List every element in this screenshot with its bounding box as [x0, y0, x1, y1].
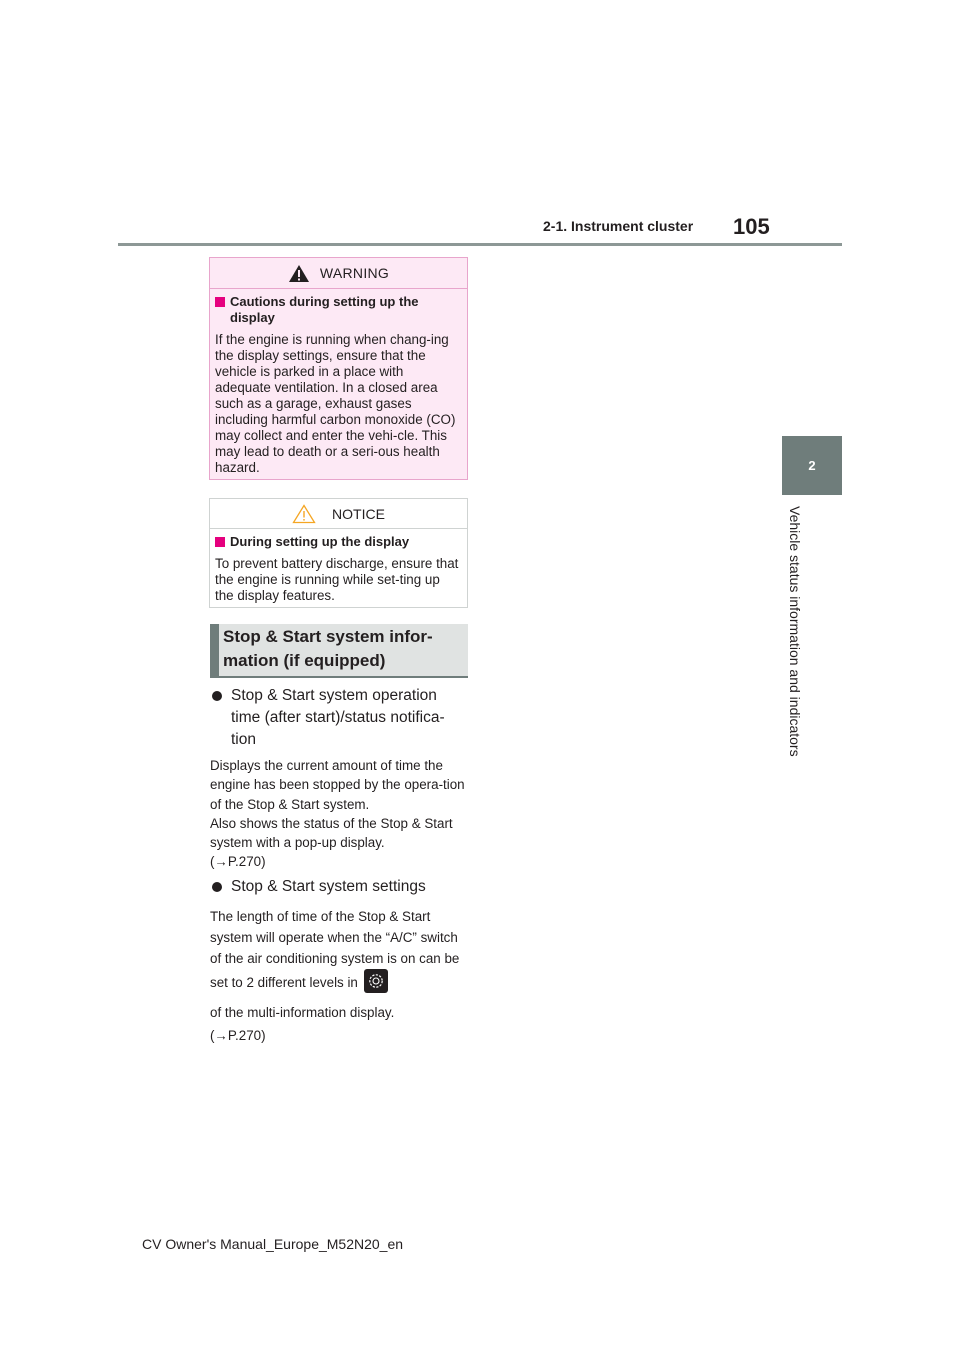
- chapter-tab: [782, 436, 842, 495]
- item-description-2: Also shows the status of the Stop & Start system with a pop-up display.: [210, 816, 453, 851]
- bullet-dot-icon: [212, 882, 222, 892]
- warning-label: WARNING: [319, 265, 390, 281]
- notice-header: [210, 499, 467, 529]
- item-description: Displays the current amount of time the engine has been stopped by the opera-tion of the Stop & Start system.: [210, 758, 465, 812]
- warning-text: If the engine is running when chang-ing the display settings, ensure that the vehicle is parked in a place with adequate ventilation. In a closed area such as a garage, exhaust gases including harmful carbon monoxide (CO) may collect and enter the vehi-cle. This may lead to death or a seri-ous health hazard.: [215, 332, 456, 475]
- warning-subheading: [215, 294, 461, 326]
- header-rule: [118, 243, 842, 246]
- page-number: 105: [733, 214, 770, 239]
- notice-subheading-text: During setting up the display: [230, 534, 410, 549]
- chapter-number: 2: [808, 458, 816, 473]
- item-description: [210, 906, 468, 993]
- bullet-dot-icon: [212, 691, 222, 701]
- warning-subheading-text: Cautions during setting up the display: [230, 294, 419, 325]
- section-heading-text: Stop & Start system infor-mation (if equipped): [223, 627, 433, 670]
- square-bullet-icon: [215, 297, 225, 307]
- warning-header: [210, 258, 467, 289]
- section-title: 2-1. Instrument cluster: [543, 218, 694, 234]
- settings-gear-icon: [364, 969, 388, 993]
- item-description-text: The length of time of the Stop & Start system will operate when the “A/C” switch of the air conditioning system is on can be set to 2 different levels in: [210, 909, 460, 990]
- chapter-label-text: Vehicle status information and indicators: [787, 506, 803, 757]
- section-heading: [210, 624, 468, 678]
- bullet-item: [212, 685, 468, 751]
- item-description-after-icon: of the multi-information display.: [210, 1005, 395, 1020]
- page-reference: (→P.270): [210, 854, 266, 869]
- notice-subheading: [215, 534, 461, 550]
- square-bullet-icon: [215, 537, 225, 547]
- chapter-label: [786, 506, 806, 786]
- footer-text: CV Owner's Manual_Europe_M52N20_en: [142, 1236, 404, 1252]
- caution-triangle-icon: [292, 504, 316, 524]
- notice-text: To prevent battery discharge, ensure that the engine is running while set-ting up the display features.: [215, 556, 459, 603]
- notice-box: [209, 498, 468, 608]
- warning-box: [209, 257, 468, 480]
- warning-triangle-icon: [288, 264, 310, 283]
- bullet-text: Stop & Start system settings: [231, 878, 426, 895]
- notice-label: NOTICE: [332, 505, 385, 522]
- bullet-text: Stop & Start system operation time (after start)/status notifica-tion: [231, 687, 445, 748]
- page-reference: (→P.270): [210, 1028, 266, 1043]
- bullet-item: [212, 876, 468, 898]
